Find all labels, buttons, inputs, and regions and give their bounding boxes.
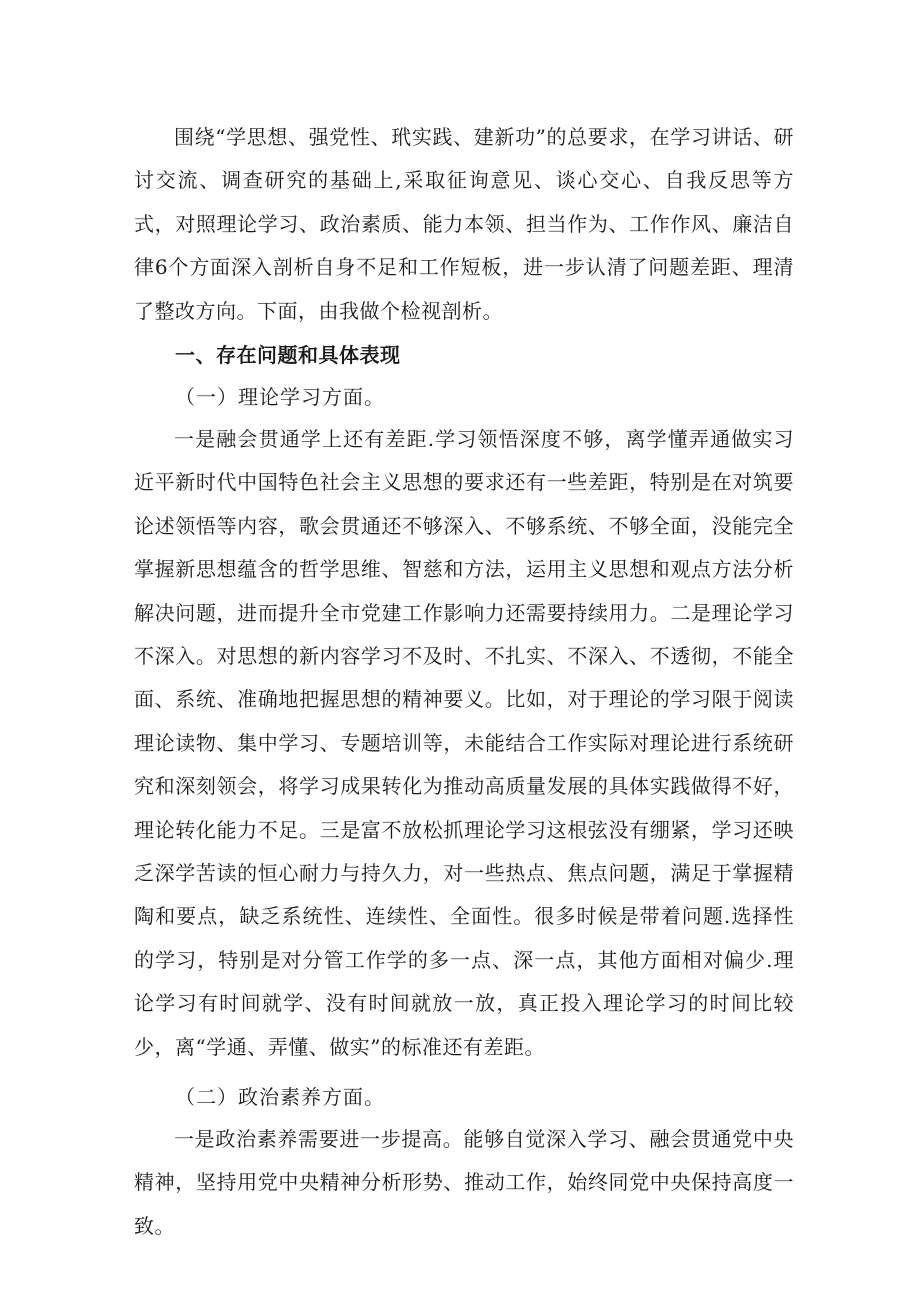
theory-paragraph: 一是融会贯通学上还有差距.学习领悟深度不够，离学懂弄通做实习近平新时代中国特色社会主义思想的要求还有一些差距，特别是在对筑要论述领悟等内容，歌会贯通还不够深入、不够系统、不够全面，没能完全掌握新思想蕴含的哲学思维、智慈和方法，运用主义思想和观点方法分析解决问题，进而提升全市党建工作影响力还需要持续用力。二是理论学习不深入。对思想的新内容学习不及时、不扎实、不深入、不透彻，不能全面、系统、准确地把握思想的精神要义。比如，对于理论的学习限于阅读理论读物、集中学习、专题培训等，未能结合工作实际对理论进行系统研究和深刻领会，将学习成果转化为推动高质量发展的具体实践做得不好，理论转化能力不足。三是富不放松抓理论学习这根弦没有绷紧，学习还映乏深学苦读的恒心耐力与持久力，对一些热点、焦点问题，满足于掌握精陶和要点，缺乏系统性、连续性、全面性。很多时候是带着问题.选择性的学习，特别是对分管工作学的多一点、深一点，其他方面相对偏少.理论学习有时间就学、没有时间就放一放，真正投入理论学习的时间比较少，离“学通、弄懂、做实”的标准还有差距。 <box>134 427 794 1059</box>
intro-paragraph: 围绕“学思想、强党性、玳实践、建新功”的总要求，在学习讲话、研讨交流、调查研究的基础上,采取征询意见、谈心交心、自我反思等方式，对照理论学习、政治素质、能力本领、担当作为、工作作风、廉洁自律6个方面深入剖析自身不足和工作短板，进一步认清了问题差距、理清了整改方向。下面，由我做个检视剖析。 <box>134 125 794 323</box>
politics-paragraph: 一是政治素养需要进一步提高。能够自觉深入学习、融会贯通党中央精神，坚持用党中央精神分析形势、推动工作，始终同党中央保持高度一致。 <box>134 1127 794 1238</box>
subsection-heading-theory: （一）理论学习方面。 <box>175 385 385 409</box>
section-heading-problems: 一、存在问题和具体表现 <box>175 343 401 367</box>
subsection-heading-politics: （二）政治素养方面。 <box>175 1085 385 1109</box>
